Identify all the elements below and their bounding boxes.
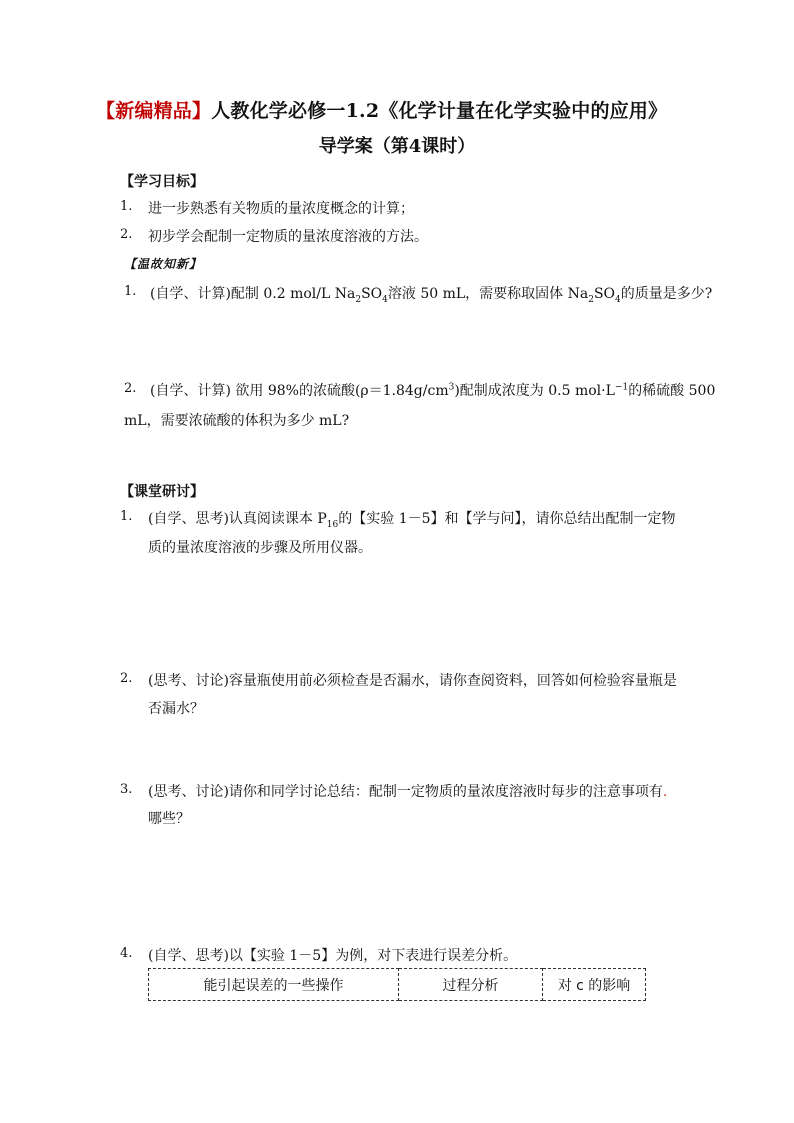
q-text: SO (361, 286, 383, 302)
error-analysis-table (148, 968, 646, 1001)
objective-number: 2. (120, 227, 133, 242)
title-main: 人教化学必修一1.2《化学计量在化学实验中的应用》 (211, 100, 668, 122)
table-header-row (149, 969, 646, 1001)
review-question-2 (150, 380, 715, 400)
q-text: 的稀硫酸 500 (628, 383, 716, 399)
q-text: 溶液 50 mL，需要称取固体 Na (387, 286, 589, 302)
review-question-2-line2: mL，需要浓硫酸的体积为多少 mL? (124, 413, 350, 429)
question-number: 1. (124, 284, 137, 299)
title-brand: 【新编精品】 (96, 100, 212, 122)
subscript: 16 (326, 519, 339, 530)
review-heading: 【温故知新】 (124, 257, 203, 271)
classroom-question-1 (148, 508, 676, 528)
classroom-question-3-line2: 哪些？ (148, 811, 190, 827)
question-number: 4. (120, 946, 133, 961)
subscript: 4 (615, 294, 621, 305)
question-number: 2. (120, 671, 133, 686)
document-title (96, 96, 667, 123)
subscript: 4 (382, 294, 388, 305)
table-header-cell: 能引起误差的一些操作 (149, 969, 399, 1001)
q-text: (自学、思考)认真阅读课本 P (148, 511, 327, 527)
stray-dot: . (662, 784, 668, 800)
q-text: 的质量是多少? (620, 286, 713, 302)
classroom-question-3 (148, 781, 667, 801)
superscript: −1 (614, 382, 629, 393)
review-question-1 (150, 283, 712, 303)
classroom-question-2-line2: 否漏水？ (148, 701, 204, 717)
q-text: (自学、计算)配制 0.2 mol/L Na (150, 286, 356, 302)
subscript: 2 (588, 294, 594, 305)
objective-number: 1. (120, 199, 133, 214)
objective-text: 进一步熟悉有关物质的量浓度概念的计算； (148, 201, 414, 217)
objectives-heading: 【学习目标】 (120, 174, 204, 190)
q-text: )配制成浓度为 0.5 mol·L (454, 383, 615, 399)
superscript: 3 (448, 382, 455, 393)
classroom-question-2: (思考、讨论)容量瓶使用前必须检查是否漏水，请你查阅资料，回答如何检验容量瓶是 (148, 673, 677, 689)
q-text: 的【实验 1－5】和【学与问】，请你总结出配制一定物 (338, 511, 676, 527)
classroom-question-1-line2: 质的量浓度溶液的步骤及所用仪器。 (148, 540, 372, 556)
q-text: (思考、讨论)请你和同学讨论总结：配制一定物质的量浓度溶液时每步的注意事项有 (148, 784, 663, 800)
question-number: 3. (120, 782, 133, 797)
question-number: 1. (120, 509, 133, 524)
table-header-cell: 对 c 的影响 (543, 969, 646, 1001)
table-header-cell: 过程分析 (399, 969, 543, 1001)
classroom-heading: 【课堂研讨】 (120, 484, 204, 500)
objective-text: 初步学会配制一定物质的量浓度溶液的方法。 (148, 229, 428, 245)
q-text: SO (593, 286, 616, 302)
document-subtitle: 导学案（第4课时） (318, 136, 476, 157)
subscript: 2 (355, 294, 362, 305)
question-number: 2. (124, 381, 137, 396)
q-text: (自学、计算) 欲用 98%的浓硫酸(ρ＝1.84g/cm (150, 383, 449, 399)
classroom-question-4: (自学、思考)以【实验 1－5】为例，对下表进行误差分析。 (148, 948, 518, 964)
